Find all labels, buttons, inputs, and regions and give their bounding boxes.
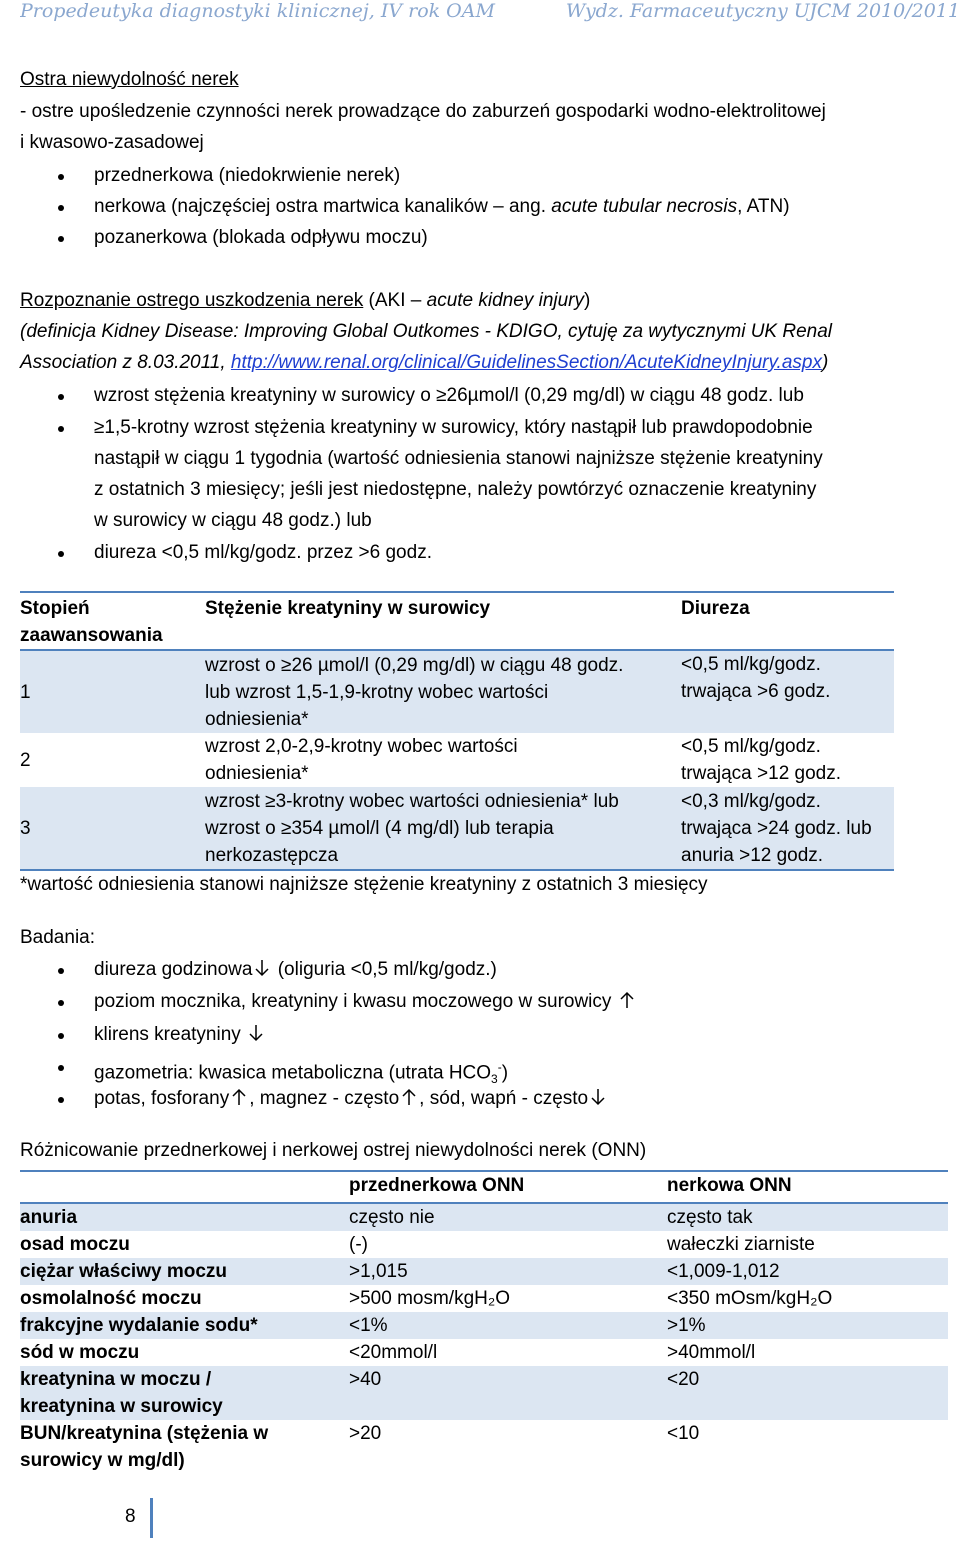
criterion-2-line3: z ostatnich 3 miesięcy; jeśli jest niedostępne, należy powtórzyć oznaczenie kreatyniny bbox=[94, 479, 817, 500]
aki-type-prerenal: przednerkowa (niedokrwienie nerek) bbox=[94, 165, 401, 186]
header-faculty: Wydz. Farmaceutyczny UJCM 2010/2011 bbox=[565, 0, 960, 22]
bullet-icon bbox=[58, 394, 64, 400]
param-cell: BUN/kreatynina (stężenia w surowicy w mg/dl) bbox=[20, 1423, 269, 1471]
header-stage: Stopień zaawansowania bbox=[20, 592, 205, 650]
param-cell: osmolalność moczu bbox=[20, 1288, 202, 1309]
prerenal-cell: często nie bbox=[349, 1203, 667, 1231]
aki-definition-line2: i kwasowo-zasadowej bbox=[20, 132, 204, 153]
renal-cell: <20 bbox=[667, 1366, 948, 1420]
criterion-2-line1: ≥1,5-krotny wzrost stężenia kreatyniny w surowicy, który nastąpił lub prawdopodobnie bbox=[94, 417, 813, 438]
criterion-1: wzrost stężenia kreatyniny w surowicy o ≥26µmol/l (0,29 mg/dl) w ciągu 48 godz. lub bbox=[94, 385, 804, 406]
header-renal: nerkowa ONN bbox=[667, 1171, 948, 1203]
differentiation-table bbox=[20, 1170, 948, 1474]
running-header bbox=[20, 0, 960, 24]
table-row bbox=[20, 733, 894, 787]
table-row bbox=[20, 1285, 948, 1312]
stage-footnote: *wartość odniesienia stanowi najniższe stężenie kreatyniny z ostatnich 3 miesięcy bbox=[20, 874, 708, 895]
prerenal-cell: <20mmol/l bbox=[349, 1342, 438, 1363]
table-row bbox=[20, 787, 894, 870]
bullet-icon bbox=[58, 1000, 64, 1006]
section-title-aki: Ostra niewydolność nerek bbox=[20, 69, 239, 90]
prerenal-cell: >500 mosm/kgH₂O bbox=[349, 1288, 511, 1309]
bullet-icon bbox=[58, 236, 64, 242]
diuresis-cell: <0,5 ml/kg/godz. trwająca >12 godz. bbox=[681, 736, 842, 784]
arrow-down-icon bbox=[590, 1088, 606, 1106]
prerenal-cell: >20 bbox=[349, 1423, 382, 1444]
arrow-up-icon bbox=[231, 1088, 247, 1106]
table-row bbox=[20, 1258, 948, 1285]
table-row bbox=[20, 1203, 948, 1231]
section-title-tests: Badania: bbox=[20, 927, 96, 948]
renal-cell: <10 bbox=[667, 1423, 700, 1444]
arrow-up-icon bbox=[401, 1088, 417, 1106]
table-row bbox=[20, 1339, 948, 1366]
aki-definition-line1: - ostre upośledzenie czynności nerek prowadzące do zaburzeń gospodarki wodno-elektrolitowej bbox=[20, 101, 826, 122]
prerenal-cell: (-) bbox=[349, 1234, 368, 1255]
table-row bbox=[20, 1366, 948, 1420]
bullet-icon bbox=[58, 174, 64, 180]
guidelines-link[interactable]: http://www.renal.org/clinical/GuidelinesSection/AcuteKidneyInjury.aspx bbox=[230, 352, 822, 373]
prerenal-cell: >1,015 bbox=[349, 1258, 667, 1285]
param-cell: osad moczu bbox=[20, 1234, 130, 1255]
bullet-icon bbox=[58, 1065, 64, 1071]
param-cell: frakcyjne wydalanie sodu* bbox=[20, 1312, 349, 1339]
creatinine-cell: wzrost 2,0-2,9-krotny wobec wartości odniesienia* bbox=[205, 736, 518, 784]
test-hourly-diuresis: diureza godzinowa (oliguria <0,5 ml/kg/godz.) bbox=[94, 959, 497, 980]
header-creatinine: Stężenie kreatyniny w surowicy bbox=[205, 592, 681, 650]
stage-cell: 3 bbox=[20, 787, 205, 870]
param-cell: sód w moczu bbox=[20, 1342, 140, 1363]
arrow-down-icon bbox=[248, 1024, 264, 1042]
param-cell: ciężar właściwy moczu bbox=[20, 1258, 349, 1285]
renal-cell: wałeczki ziarniste bbox=[667, 1234, 815, 1255]
aki-stage-table bbox=[20, 591, 894, 871]
renal-cell: >1% bbox=[667, 1312, 948, 1339]
creatinine-cell: wzrost ≥3-krotny wobec wartości odniesienia* lub wzrost o ≥354 µmol/l (4 mg/dl) lub terapia nerkozastępcza bbox=[205, 787, 681, 870]
creatinine-cell: wzrost o ≥26 µmol/l (0,29 mg/dl) w ciągu 48 godz. lub wzrost 1,5-1,9-krotny wobec wartości odniesienia* bbox=[205, 650, 681, 733]
renal-cell: <350 mOsm/kgH₂O bbox=[667, 1288, 833, 1309]
renal-cell: <1,009-1,012 bbox=[667, 1258, 948, 1285]
test-creatinine-clearance: klirens kreatyniny bbox=[94, 1021, 266, 1049]
test-blood-gas: gazometria: kwasica metaboliczna (utrata $HCO_3^-$) bbox=[94, 1060, 509, 1087]
arrow-up-icon bbox=[619, 991, 635, 1009]
diuresis-cell: <0,5 ml/kg/godz. trwająca >6 godz. bbox=[681, 650, 894, 733]
test-urea-creatinine: poziom mocznika, kreatyniny i kwasu moczowego w surowicy bbox=[94, 988, 637, 1016]
section-title-differentiation: Różnicowanie przednerkowej i nerkowej ostrej niewydolności nerek (ONN) bbox=[20, 1140, 647, 1161]
stage-cell: 1 bbox=[20, 650, 205, 733]
page-number: 8 bbox=[125, 1506, 136, 1527]
kdigo-definition-line2: Association z 8.03.2011, http://www.renal.org/clinical/GuidelinesSection/AcuteKidneyInjury.aspx) bbox=[20, 352, 829, 373]
prerenal-cell: >40 bbox=[349, 1366, 667, 1420]
bullet-icon bbox=[58, 1097, 64, 1103]
table-header-row bbox=[20, 592, 894, 650]
table-header-row bbox=[20, 1171, 948, 1203]
header-prerenal: przednerkowa ONN bbox=[349, 1171, 667, 1203]
bullet-icon bbox=[58, 426, 64, 432]
table-row bbox=[20, 1420, 948, 1474]
table-row bbox=[20, 1312, 948, 1339]
renal-cell: często tak bbox=[667, 1203, 948, 1231]
bullet-icon bbox=[58, 205, 64, 211]
test-electrolytes: potas, fosforany , magnez - często , sód, wapń - często bbox=[94, 1085, 608, 1113]
bullet-icon bbox=[58, 1033, 64, 1039]
bullet-icon bbox=[58, 551, 64, 557]
renal-cell: >40mmol/l bbox=[667, 1342, 756, 1363]
header-parameter bbox=[20, 1171, 349, 1203]
section-title-diagnosis: Rozpoznanie ostrego uszkodzenia nerek (AKI – acute kidney injury) bbox=[20, 290, 591, 311]
page-number-bar bbox=[150, 1498, 153, 1538]
criterion-2-line4: w surowicy w ciągu 48 godz.) lub bbox=[94, 510, 372, 531]
param-cell: kreatynina w moczu / kreatynina w surowicy bbox=[20, 1366, 349, 1420]
criterion-3: diureza <0,5 ml/kg/godz. przez >6 godz. bbox=[94, 542, 432, 563]
header-course: Propedeutyka diagnostyki klinicznej, IV rok OAM bbox=[20, 0, 495, 22]
arrow-down-icon bbox=[254, 959, 270, 977]
table-row bbox=[20, 650, 894, 733]
criterion-2-line2: nastąpił w ciągu 1 tygodnia (wartość odniesienia stanowi najniższe stężenie kreatyniny bbox=[94, 448, 823, 469]
aki-type-renal: nerkowa (najczęściej ostra martwica kanalików – ang. acute tubular necrosis, ATN) bbox=[94, 196, 790, 217]
prerenal-cell: <1% bbox=[349, 1312, 667, 1339]
header-diuresis: Diureza bbox=[681, 592, 894, 650]
kdigo-definition-line1: (definicja Kidney Disease: Improving Global Outkomes - KDIGO, cytuję za wytycznymi UK Renal bbox=[20, 321, 833, 342]
bullet-icon bbox=[58, 968, 64, 974]
param-cell: anuria bbox=[20, 1203, 349, 1231]
aki-type-postrenal: pozanerkowa (blokada odpływu moczu) bbox=[94, 227, 428, 248]
stage-cell: 2 bbox=[20, 749, 31, 771]
table-row bbox=[20, 1231, 948, 1258]
diuresis-cell: <0,3 ml/kg/godz. trwająca >24 godz. lub anuria >12 godz. bbox=[681, 787, 894, 870]
